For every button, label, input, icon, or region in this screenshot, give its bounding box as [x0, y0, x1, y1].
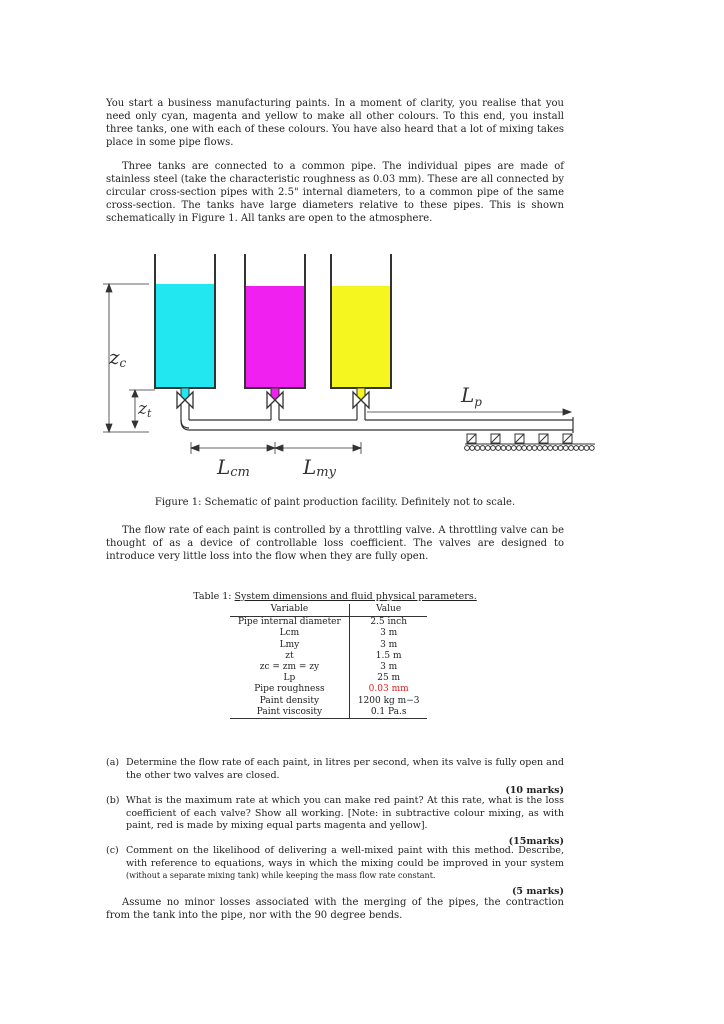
label-lp: $L_p$ [461, 383, 482, 409]
col-header-variable: Variable [230, 604, 349, 617]
table-cell-variable: Lp [230, 673, 349, 684]
question-label: (a) [106, 757, 120, 768]
question-1 [106, 757, 564, 798]
magenta-paint [245, 286, 305, 388]
table-cell-value: 2.5 inch [370, 617, 407, 628]
table-cell-variable: zt [230, 651, 349, 662]
table-row [230, 662, 427, 673]
table-row [230, 684, 427, 695]
question-3 [106, 845, 564, 898]
col-header-value: Value [349, 604, 427, 617]
valve-paragraph: The flow rate of each paint is controlled by a throttling valve. A throttling valve can be thought of as a device of controllable loss coefficient. The valves are designed to introduce very little loss into the flow when they are fully open. [106, 525, 564, 562]
question-marks: (15marks) [508, 835, 564, 847]
table-cell-variable: zc = zm = zy [230, 662, 349, 673]
table-row [230, 628, 427, 639]
question-marks: (5 marks) [511, 885, 564, 897]
table-cell-value: 1200 kg m−3 [357, 695, 420, 706]
question-text: Comment on the likelihood of delivering a well-mixed paint with this method. Describe, with reference to equations, ways in which the mixing could be improved in your system [126, 845, 564, 869]
table-cell-variable: Paint viscosity [230, 707, 349, 719]
table-caption: Table 1: System dimensions and fluid physical parameters. [193, 591, 477, 602]
table-cell-value: 0.03 mm [368, 684, 409, 695]
schematic-figure [95, 248, 615, 486]
table-cell-value: 0.1 Pa.s [349, 707, 427, 719]
figure-caption: Figure 1: Schematic of paint production facility. Definitely not to scale. [154, 497, 516, 508]
table-row [230, 617, 427, 629]
footer-note: Assume no minor losses associated with the merging of the pipes, the contraction from the tank into the pipe, nor with the 90 degree bends. [106, 897, 564, 921]
table-row [230, 640, 427, 651]
table-row [230, 696, 427, 707]
table-cell-variable: Lcm [230, 628, 349, 639]
table-cell-value: 3 m [380, 628, 398, 639]
label-lmy: Lmy [303, 455, 336, 480]
intro-paragraph-2: Three tanks are connected to a common pipe. The individual pipes are made of stainless steel (take the characteristic roughness as 0.03 mm). These are all connected by circular cross-section pipes with 2.5" internal diameters, to a common pipe of the same cross-section. The tanks have large diameters relative to these pipes. This is shown schematically in Figure 1. All tanks are open to the atmosphere. [106, 161, 564, 224]
question-2 [106, 795, 564, 848]
dimensions-table [230, 604, 427, 719]
yellow-paint [331, 286, 391, 388]
intro-paragraph-1: You start a business manufacturing paints. In a moment of clarity, you realise that you need only cyan, magenta and yellow to make all other colours. To this end, you install three tanks, one with each of these colours. You have also heard that a lot of mixing takes place in some pipe flows. [106, 98, 564, 148]
table-cell-variable: Pipe roughness [230, 684, 349, 695]
table-cell-value: 1.5 m [375, 650, 402, 661]
question-marks: (10 marks) [505, 785, 564, 796]
question-label: (c) [106, 845, 119, 856]
label-lcm: Lcm [217, 455, 250, 480]
label-zc: zc [109, 345, 127, 370]
table-cell-variable: Paint density [230, 696, 349, 707]
table-cell-value: 3 m [380, 639, 398, 650]
question-text: What is the maximum rate at which you can make red paint? At this rate, what is the loss coefficient of each valve? Show all working. [Note: in subtractive colour mixing, as with paint, red is made by mixing equal parts magenta and yellow]. [126, 795, 564, 831]
table-row [230, 651, 427, 662]
table-row [230, 673, 427, 684]
table-cell-value: 3 m [380, 662, 398, 673]
table-cell-variable: Lmy [230, 640, 349, 651]
table-row [230, 707, 427, 719]
cyan-paint [155, 284, 215, 388]
question-text: Determine the flow rate of each paint, in litres per second, when its valve is fully open and the other two valves are closed. [126, 757, 564, 781]
table-cell-value: 25 m [377, 673, 401, 684]
question-text-small: (without a separate mixing tank) while keeping the mass flow rate constant. [126, 871, 436, 880]
question-label: (b) [106, 795, 120, 806]
table-cell-variable: Pipe internal diameter [230, 617, 349, 629]
conveyor-icon [465, 434, 595, 450]
label-zt: zt [138, 399, 152, 420]
